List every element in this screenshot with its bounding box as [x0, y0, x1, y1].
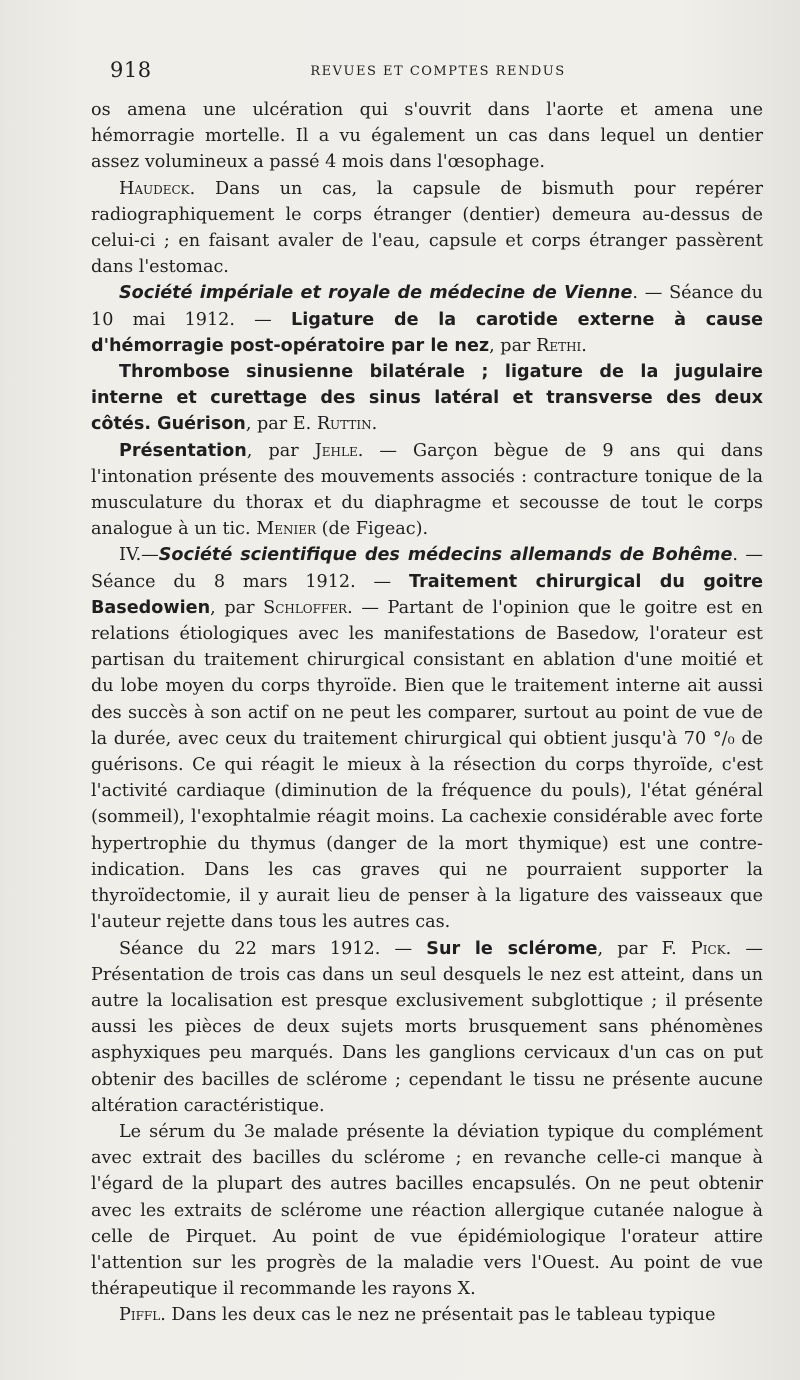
page-number: 918: [110, 58, 152, 82]
author-name: Haudeck: [119, 178, 190, 199]
author-name: Pick: [690, 938, 726, 959]
communication-title: Présentation: [119, 440, 247, 461]
text-run: Le sérum du 3e malade présente la déviation typique du complément avec extrait des bacilles du sclérome ; en revanche celle-ci manque à l'égard de la plupart des autres bacilles encapsulés. On ne peut obtenir avec les extraits de sclérome une réaction allergique cutanée nalogue à celle de Pirquet. Au point de vue épidémiologique l'orateur attire l'attention sur les progrès de la maladie vers l'Ouest. Au point de vue thérapeutique il recommande les rayons X.: [91, 1121, 763, 1300]
running-title: REVUES ET COMPTES RENDUS: [310, 64, 566, 79]
paragraph: [91, 542, 763, 935]
author-name: Schloffer: [263, 597, 348, 618]
text-run: . — Séance du 10 mai 1912. —: [91, 283, 763, 330]
text-run: . — Séance du 8 mars 1912. —: [91, 545, 763, 592]
paragraph: [91, 176, 763, 281]
text-run: . Dans les deux cas le nez ne présentait pas le tableau typique: [160, 1305, 716, 1326]
society-name: Société impériale et royale de médecine de Vienne: [119, 283, 633, 304]
communication-title: Sur le sclérome: [426, 938, 598, 959]
text-run: , par: [246, 440, 315, 461]
text-run: , par F.: [597, 938, 691, 959]
text-run: .: [371, 414, 378, 435]
text-run: , par E.: [245, 414, 317, 435]
author-name: Ruttin: [316, 414, 372, 435]
section-number: IV.—: [119, 545, 159, 566]
page-header: [110, 58, 766, 86]
text-run: .: [581, 335, 587, 356]
text-run: os amena une ulcération qui s'ouvrit dans l'aorte et amena une hémorragie mortelle. Il a vu également un cas dans lequel un dentier assez volumineux a passé 4 mois dans l'œsophage.: [91, 100, 763, 173]
communication-title: Traitement chirurgical du goitre Basedowien: [91, 571, 763, 618]
text-run: Séance du 22 mars 1912. —: [119, 938, 427, 959]
text-run: . Dans un cas, la capsule de bismuth pour repérer radiographiquement le corps étranger (dentier) demeura au-dessus de celui-ci ; en faisant avaler de l'eau, capsule et corps étranger passèrent dans l'estomac.: [91, 178, 763, 278]
paragraph: [91, 280, 763, 359]
paragraph: [91, 438, 763, 543]
author-name: Rethi: [536, 335, 582, 356]
paragraph: [91, 1302, 763, 1328]
article-body: [91, 97, 763, 1329]
text-run: , par: [210, 597, 264, 618]
reviewer-signature: Menier: [256, 519, 317, 540]
text-run: , par: [489, 335, 537, 356]
author-name: Jehle: [314, 440, 358, 461]
author-name: Piffl: [119, 1305, 161, 1326]
communication-title: Ligature de la carotide externe à cause d'hémorragie post-opératoire par le nez: [91, 309, 763, 356]
paragraph: [91, 359, 763, 438]
society-name: Société scientifique des médecins allemands de Bohême: [158, 545, 733, 566]
communication-title: Thrombose sinusienne bilatérale ; ligature de la jugulaire interne et curettage des sinus latéral et transverse des deux côtés. Guérison: [91, 362, 763, 435]
paragraph: [91, 1119, 763, 1302]
text-run: . — Garçon bègue de 9 ans qui dans l'intonation présente des mouvements associés : contracture tonique de la musculature du thorax et du diaphragme et secousse de tout le corps analogue à un tic.: [91, 440, 763, 540]
paragraph: [91, 97, 763, 176]
text-run: (de Figeac).: [316, 519, 429, 540]
text-run: . — Partant de l'opinion que le goitre est en relations étiologiques avec les manifestations de Basedow, l'orateur est partisan du traitement chirurgical consistant en ablation d'une moitié et du lobe moyen du corps thyroïde. Bien que le traitement interne ait aussi des succès à son actif on ne peut les comparer, surtout au point de vue de la durée, avec ceux du traitement chirurgical qui obtient jusqu'à 70 °/₀ de guérisons. Ce qui réagit le mieux à la résection du corps thyroïde, c'est l'activité cardiaque (diminution de la fréquence du pouls), l'état général (sommeil), l'exophtalmie réagit moins. La cachexie considérable avec forte hypertrophie du thymus (danger de la mort thymique) est une contre-indication. Dans les cas graves qui ne pourraient supporter la thyroïdectomie, il y aurait lieu de penser à la ligature des vaisseaux que l'auteur rejette dans tous les autres cas.: [91, 597, 763, 933]
text-run: . — Présentation de trois cas dans un seul desquels le nez est atteint, dans un autre la localisation est presque exclusivement subglottique ; il présente aussi les pièces de deux sujets morts brusquement sans phénomènes asphyxiques peu marqués. Dans les ganglions cervicaux d'un cas on put obtenir des bacilles de sclérome ; cependant le tissu ne présente aucune altération caractéristique.: [91, 938, 763, 1116]
paragraph: [91, 936, 763, 1119]
